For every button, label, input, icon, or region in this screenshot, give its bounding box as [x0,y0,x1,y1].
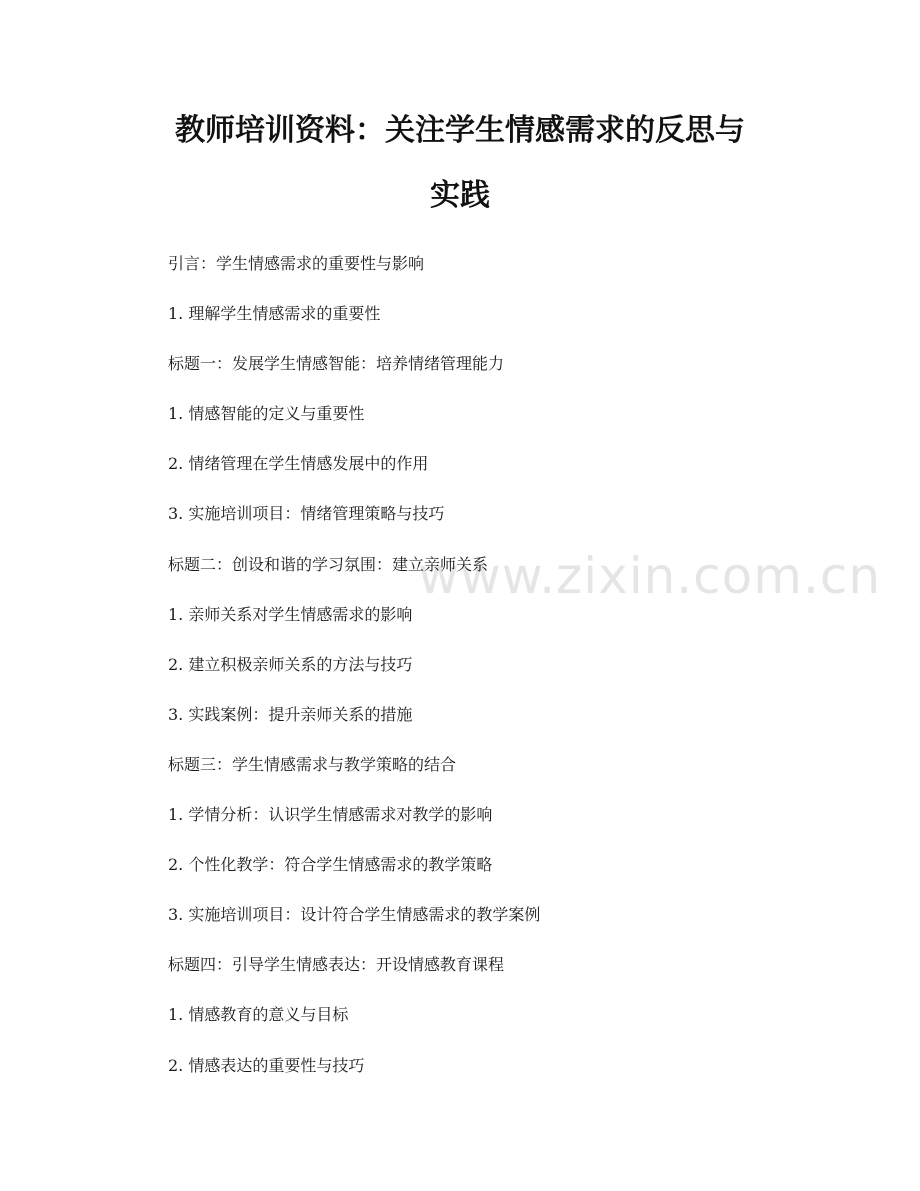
list-item: 2. 建立积极亲师关系的方法与技巧 [168,654,413,674]
list-item: 1. 情感智能的定义与重要性 [168,404,365,424]
list-item: 2. 情感表达的重要性与技巧 [168,1055,365,1075]
list-item: 1. 理解学生情感需求的重要性 [168,304,381,324]
watermark-text: www.zixin.com.cn [418,547,882,605]
intro-line: 引言：学生情感需求的重要性与影响 [168,254,425,273]
list-item: 3. 实践案例：提升亲师关系的措施 [168,704,413,724]
list-item: 1. 亲师关系对学生情感需求的影响 [168,604,413,624]
section-heading-3: 标题三：学生情感需求与教学策略的结合 [168,754,457,774]
list-item: 1. 学情分析：认识学生情感需求对教学的影响 [168,805,493,825]
section-heading-2: 标题二：创设和谐的学习氛围：建立亲师关系 [168,554,489,574]
section-heading-1: 标题一：发展学生情感智能：培养情绪管理能力 [168,354,505,374]
list-item: 3. 实施培训项目：情绪管理策略与技巧 [168,504,445,524]
list-item: 2. 个性化教学：符合学生情感需求的教学策略 [168,855,493,875]
section-heading-4: 标题四：引导学生情感表达：开设情感教育课程 [168,955,505,975]
list-item: 3. 实施培训项目：设计符合学生情感需求的教学案例 [168,905,541,925]
list-item: 1. 情感教育的意义与目标 [168,1005,349,1025]
list-item: 2. 情绪管理在学生情感发展中的作用 [168,454,429,474]
document-body [168,252,848,1104]
document-title-line-1: 教师培训资料：关注学生情感需求的反思与 [175,113,745,148]
document-title-line-2: 实践 [430,178,490,213]
